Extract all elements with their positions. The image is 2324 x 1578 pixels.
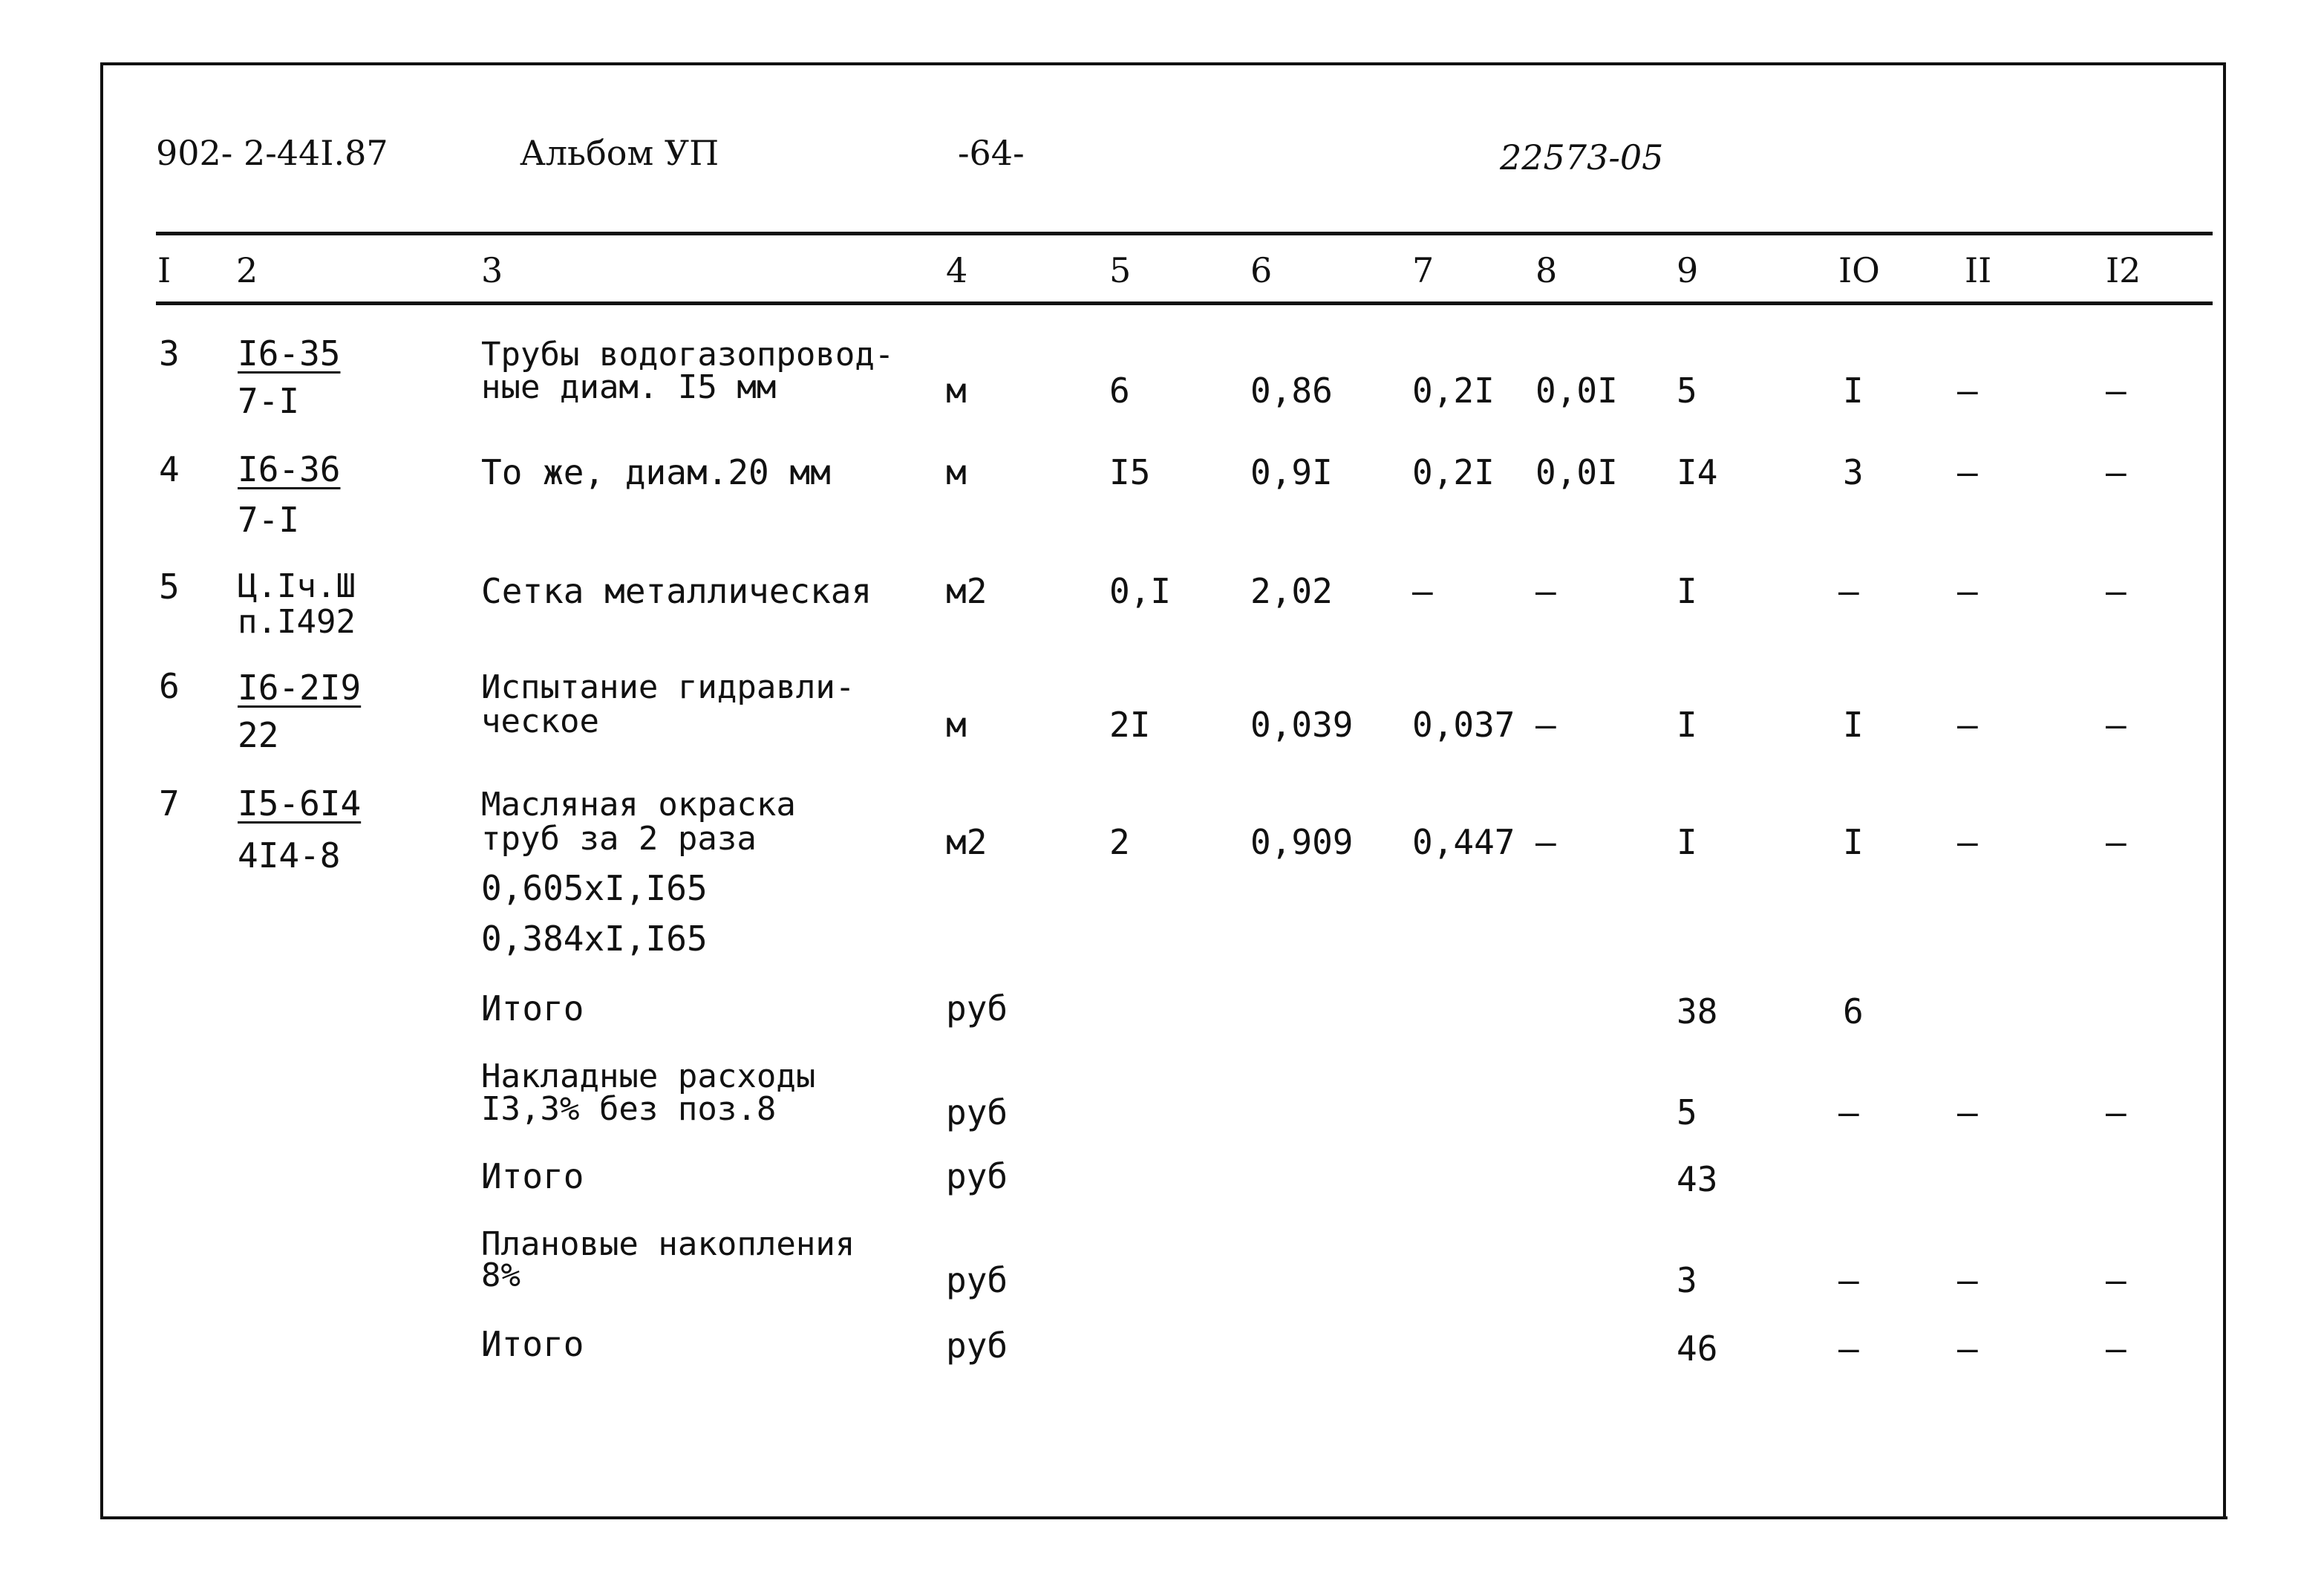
- col-header-2: 2: [236, 250, 258, 290]
- cell-col9: 5: [1677, 371, 1697, 411]
- cell-col12: –: [2106, 571, 2126, 611]
- planned-savings-label: Плановые накопления: [481, 1225, 855, 1263]
- header-rule-top: [156, 232, 2213, 235]
- col-header-10: IO: [1838, 250, 1880, 290]
- col-header-1: I: [157, 250, 172, 290]
- cell-col5: 2I: [1109, 705, 1151, 745]
- cell-col5: 6: [1109, 371, 1130, 411]
- norm-code: I5-6I4: [238, 783, 362, 824]
- cell-col6: 0,909: [1250, 822, 1354, 862]
- cell-col9: I: [1677, 571, 1697, 611]
- cell-col5: 0,I: [1109, 571, 1172, 611]
- item-formula: 0,384хI,I65: [481, 919, 708, 959]
- row-number: 3: [159, 333, 180, 374]
- cell-col8: 0,0I: [1535, 371, 1618, 411]
- overhead-label: I3,3% без поз.8: [481, 1090, 777, 1128]
- cell-col10: –: [1838, 571, 1859, 611]
- cell-col11: –: [1957, 1260, 1978, 1300]
- item-name-line: Масляная окраска: [481, 786, 796, 824]
- item-name-line: ческое: [481, 702, 599, 740]
- cell-col8: –: [1535, 822, 1556, 862]
- cell-col11: –: [1957, 1328, 1978, 1369]
- cell-col8: 0,0I: [1535, 452, 1618, 492]
- cell-col7: –: [1412, 571, 1433, 611]
- cell-col8: –: [1535, 705, 1556, 745]
- cell-col5: I5: [1109, 452, 1151, 492]
- cell-col12: –: [2106, 705, 2126, 745]
- handwritten-number: 22573-05: [1500, 137, 1664, 177]
- item-formula: 0,605хI,I65: [481, 868, 708, 908]
- col-header-12: I2: [2106, 250, 2141, 290]
- cell-col9: 38: [1677, 991, 1718, 1031]
- unit: руб: [946, 1260, 1008, 1300]
- cell-col9: 5: [1677, 1092, 1697, 1132]
- cell-col7: 0,2I: [1412, 452, 1495, 492]
- cell-col7: 0,447: [1412, 822, 1515, 862]
- cell-col10: –: [1838, 1092, 1859, 1132]
- total-label: Итого: [481, 1324, 584, 1364]
- cell-col12: –: [2106, 1092, 2126, 1132]
- cell-col10: I: [1843, 371, 1864, 411]
- album-label: Альбом УП: [520, 133, 719, 173]
- unit: м2: [946, 571, 988, 611]
- unit: м: [946, 371, 967, 411]
- planned-savings-label: 8%: [481, 1256, 520, 1294]
- cell-col10: 6: [1843, 991, 1864, 1031]
- overhead-label: Накладные расходы: [481, 1057, 816, 1095]
- cell-col9: 46: [1677, 1328, 1718, 1369]
- norm-subcode: п.I492: [238, 603, 356, 641]
- frame-bottom: [100, 1516, 2227, 1519]
- cell-col11: –: [1957, 822, 1978, 862]
- unit: м: [946, 452, 967, 492]
- norm-subcode: 7-I: [238, 500, 300, 540]
- unit: руб: [946, 988, 1008, 1028]
- cell-col9: 3: [1677, 1260, 1697, 1300]
- cell-col9: 43: [1677, 1159, 1718, 1199]
- cell-col9: I: [1677, 822, 1697, 862]
- norm-code: I6-36: [238, 449, 341, 489]
- cell-col12: –: [2106, 371, 2126, 411]
- total-label: Итого: [481, 988, 584, 1028]
- col-header-6: 6: [1250, 250, 1273, 290]
- cell-col10: I: [1843, 705, 1864, 745]
- cell-col10: –: [1838, 1260, 1859, 1300]
- cell-col11: –: [1957, 452, 1978, 492]
- cell-col6: 0,86: [1250, 371, 1333, 411]
- header-rule-bottom: [156, 301, 2213, 305]
- cell-col12: –: [2106, 822, 2126, 862]
- row-number: 7: [159, 783, 180, 824]
- norm-subcode: 22: [238, 715, 279, 755]
- page-number: -64-: [958, 133, 1025, 173]
- cell-col9: I: [1677, 705, 1697, 745]
- cell-col7: 0,2I: [1412, 371, 1495, 411]
- cell-col9: I4: [1677, 452, 1718, 492]
- col-header-4: 4: [946, 250, 968, 290]
- cell-col12: –: [2106, 1260, 2126, 1300]
- norm-code: Ц.Iч.Ш: [238, 567, 356, 605]
- cell-col10: –: [1838, 1328, 1859, 1369]
- frame-left: [100, 62, 103, 1519]
- item-name-line: труб за 2 раза: [481, 820, 757, 858]
- norm-subcode: 4I4-8: [238, 835, 341, 876]
- frame-top: [100, 62, 2224, 65]
- item-name-line: Испытание гидравли-: [481, 668, 855, 706]
- item-name-line: Сетка металлическая: [481, 571, 872, 611]
- unit: м2: [946, 822, 988, 862]
- cell-col10: I: [1843, 822, 1864, 862]
- unit: руб: [946, 1156, 1008, 1196]
- cell-col8: –: [1535, 571, 1556, 611]
- cell-col6: 0,9I: [1250, 452, 1333, 492]
- unit: м: [946, 705, 967, 745]
- unit: руб: [946, 1326, 1008, 1366]
- cell-col11: –: [1957, 371, 1978, 411]
- cell-col6: 0,039: [1250, 705, 1354, 745]
- item-name-line: Трубы водогазопровод-: [481, 336, 895, 374]
- cell-col12: –: [2106, 1328, 2126, 1369]
- row-number: 5: [159, 567, 180, 607]
- item-name-line: ные диам. I5 мм: [481, 368, 777, 406]
- unit: руб: [946, 1092, 1008, 1132]
- item-name-line: То же, диам.20 мм: [481, 452, 831, 492]
- norm-code: I6-35: [238, 333, 341, 374]
- col-header-5: 5: [1109, 250, 1132, 290]
- col-header-7: 7: [1412, 250, 1434, 290]
- cell-col5: 2: [1109, 822, 1130, 862]
- col-header-8: 8: [1535, 250, 1558, 290]
- frame-right: [2223, 62, 2226, 1519]
- norm-code: I6-2I9: [238, 668, 362, 708]
- col-header-11: II: [1965, 250, 1992, 290]
- cell-col10: 3: [1843, 452, 1864, 492]
- cell-col7: 0,037: [1412, 705, 1515, 745]
- doc-code: 902- 2-44I.87: [156, 133, 388, 173]
- cell-col11: –: [1957, 571, 1978, 611]
- cell-col11: –: [1957, 1092, 1978, 1132]
- cell-col11: –: [1957, 705, 1978, 745]
- row-number: 4: [159, 449, 180, 489]
- col-header-3: 3: [481, 250, 503, 290]
- row-number: 6: [159, 666, 180, 706]
- col-header-9: 9: [1677, 250, 1699, 290]
- cell-col6: 2,02: [1250, 571, 1333, 611]
- norm-subcode: 7-I: [238, 381, 300, 421]
- total-label: Итого: [481, 1156, 584, 1196]
- cell-col12: –: [2106, 452, 2126, 492]
